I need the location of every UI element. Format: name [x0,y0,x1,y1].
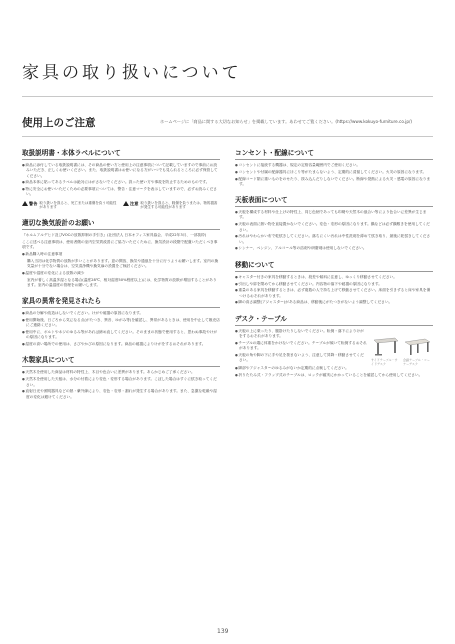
page-title: 家具の取り扱いについて [22,63,242,83]
list-item: ● 天板の上に乗ったり、腰掛けたりしないでください。転倒・落下によりけがをするおそれがあります。 [235,329,367,340]
list-item: ● 脚部やアジャスターのゆるみがないか定期的に点検してください。 [235,366,433,371]
list-item: ● 配線コード類に重いものをのせたり、挟み込んだりしないでください。断線や発熱による火災・感電の原因になります。 [235,177,433,188]
list-item: ● 使用開始後、日ごろから気になる点(がたつき、異音、ゆがみ等)を確認し、異常があるときは、使用を中止して販売店にご連絡ください。 [22,318,220,329]
section-heading: 取扱説明書・本体ラベルについて [22,147,220,160]
list-item: ● 汚れはやわらかい布で乾拭きしてください。落ちにくい汚れは中性洗剤を薄めて拭き取り、最後に乾拭きしてください。 [235,234,433,245]
list-item: ● 天然木を使用した天板は、水分の付着により変色・変形する場合があります。こぼした場合はすぐに拭き取ってください。 [22,377,220,388]
figure-caption: 会議テーブル・コーナーデスク [403,357,430,366]
list-item: ● コンセントや付属の配線器具にほこり等がたまらないよう、定期的に清掃してください。火災の原因になります。 [235,170,433,175]
warning-text: 取り扱いを誤ると、死亡または重傷を負う可能性があります [39,200,117,210]
list-item: ● 商品の分解や改造はしないでください。けがや破損の原因になります。 [22,311,220,316]
section-heading: 木製家具について [22,354,220,367]
section-heading: 家具の異常を発見されたら [22,295,220,308]
list-item: ● 直射日光や照明器具などの熱・紫外線により、変色・変形・割れが発生する場合があります。また、急激な乾燥や湿度の変化は避けてください。 [22,389,220,400]
list-item: ● テーブルの端に体重をかけないでください。テーブルが傾いて転倒するおそれがあります。 [235,341,367,352]
list-item: ● 天板の表面に熱い物を直接置かないでください。変色・変形の原因になります。鍋などは必ず鍋敷きを使用してください。 [235,222,433,233]
section-safety [22,295,220,347]
title-divider [22,96,433,97]
paragraph: 『ホルムアルデヒド及びVOCの放散抑制の手引き』(社団法人 日本オフィス家具協会、平成22年3月、一部抜粋) [22,232,207,237]
figure-caption: サイドテーブル・サイドデスク [371,357,398,366]
list-item: ● 脚の高さ調整(アジャスター)がある商品は、移動後にがたつきがないよう調整してください。 [235,300,433,305]
warning-label: 警告 [29,200,38,206]
section-desk [235,313,433,378]
list-item-detail: 購入当初は化学物質の放散が多いことがあります。窓の開放、換気や通風を十分に行うようお願いします。室内の換気量が十分でない場合は、空気清浄機や換気扇の設置をご検討ください。 [27,258,219,268]
figure-meeting-table [403,335,432,366]
section-heading: デスク・テーブル [235,313,433,326]
caution-text: 取り扱いを誤ると、軽傷を負うまたは、物的損害が発生する可能性があります [140,200,218,210]
section-heading: 天板表面について [235,194,433,207]
list-item: ● 重量のある家具を移動するときは、必ず複数の人で持ち上げて移動させてください。床面を引きずると床や家具を傷つけるおそれがあります。 [235,288,433,299]
caution-mark [123,201,220,210]
meeting-table-illustration [403,335,432,357]
subtitle-note: ホームページに「商品に関する大切なお知らせ」を掲載しています。あわせてご覧ください。(https://www.kokuyo-furniture.co.jp/) [160,119,413,124]
list-item: ● 商品本体に貼ってあるラベルは絶対にはがさないでください。誤った使い方や事故を防止するためのものです。 [22,180,220,185]
section-heading: コンセント・配線について [235,147,433,160]
paragraph: ここに述べる注意事項は、使用者側の室内空気質改善にご協力いただくために、換気設計の段階で配慮いただくべき事項です。 [22,239,218,250]
list-item: ● 新品購入時の注意事項 [22,252,220,257]
section-outlet [235,147,433,187]
list-item-detail: 室内が著しく高温多湿となる場合(温度28℃、相対湿度50%程度以上)には、化学物質の放散が増加することがあります。室内の温湿度の管理をお願いします。 [27,277,217,287]
list-item: ● 引出しや扉を閉めてから移動させてください。内容物の落下や破損の原因になります。 [235,282,433,287]
page-subtitle: 使用上のご注意 [22,117,96,129]
desk-figures [371,335,433,366]
side-table-illustration [371,335,400,357]
subtitle-divider [22,136,433,137]
figure-side-table [371,335,400,366]
list-item: ● 商品に添付している取扱説明書には、その商品の使い方と使用上の注意事項について記載していますので事前にお読みいただき、正しくお使いください。また、取扱説明書はお使いになる方がいつでも見られるところに必ず保管してください。 [22,163,220,179]
section-heading: 移動について [235,259,433,272]
section-wood [22,354,220,399]
warning-mark [22,201,119,210]
list-item: ● シンナー、ベンジン、アルコール等の溶剤や研磨剤は使用しないでください。 [235,246,433,251]
list-item: ● 折りたたみ式・フラップ式のテーブルは、ロックが確実にかかっていることを確認してから使用してください。 [235,373,433,378]
list-item: ● 使用中に、ボルトやネジのゆるみ等があれば締め直してください。そのままの状態で使用すると、思わぬ事故やけがの原因になります。 [22,330,220,341]
section-ventilation [22,217,220,288]
page-number: 139 [217,628,229,635]
section-manual [22,147,220,210]
list-item: ● 天板を構成する材料や仕上げの特性上、同じ色柄であっても印刷や天然木の風合い等により色合いに差異が生じます。 [235,210,433,221]
list-item: ● 天板の角や脚の下に手や足を挟まないよう、注意して昇降・移動させてください。 [235,353,367,364]
list-item: ● 温度や湿度の変化による放散の減少 [22,271,220,276]
left-column [22,147,220,407]
warning-triangle-icon [22,201,28,206]
list-item: ● 特に安全にお使いいただくための必要事項については、警告・注意マークを表示していますので、必ずお読みください。 [22,187,220,198]
section-moving [235,259,433,306]
list-item: ● 湿度の高い場所での使用は、さびやかびの原因になります。商品の破損によりけがをするおそれがあります。 [22,342,220,347]
caution-triangle-icon [123,201,129,206]
list-item: ● 天然木を使用した商品は材料の特性上、木目や色合いに差異があります。あらかじめご了承ください。 [22,370,220,375]
right-column [235,147,433,385]
warning-legend [22,201,220,210]
list-item: ● コンセントに接続する機器は、規定の定格容量範囲内でご使用ください。 [235,163,433,168]
caution-label: 注意 [130,200,139,206]
section-top [235,194,433,252]
section-heading: 適切な換気設計のお願い [22,217,220,230]
list-item: ● キャスター付きの家具を移動するときは、段差や傾斜に注意し、ゆっくり移動させてください。 [235,275,433,280]
